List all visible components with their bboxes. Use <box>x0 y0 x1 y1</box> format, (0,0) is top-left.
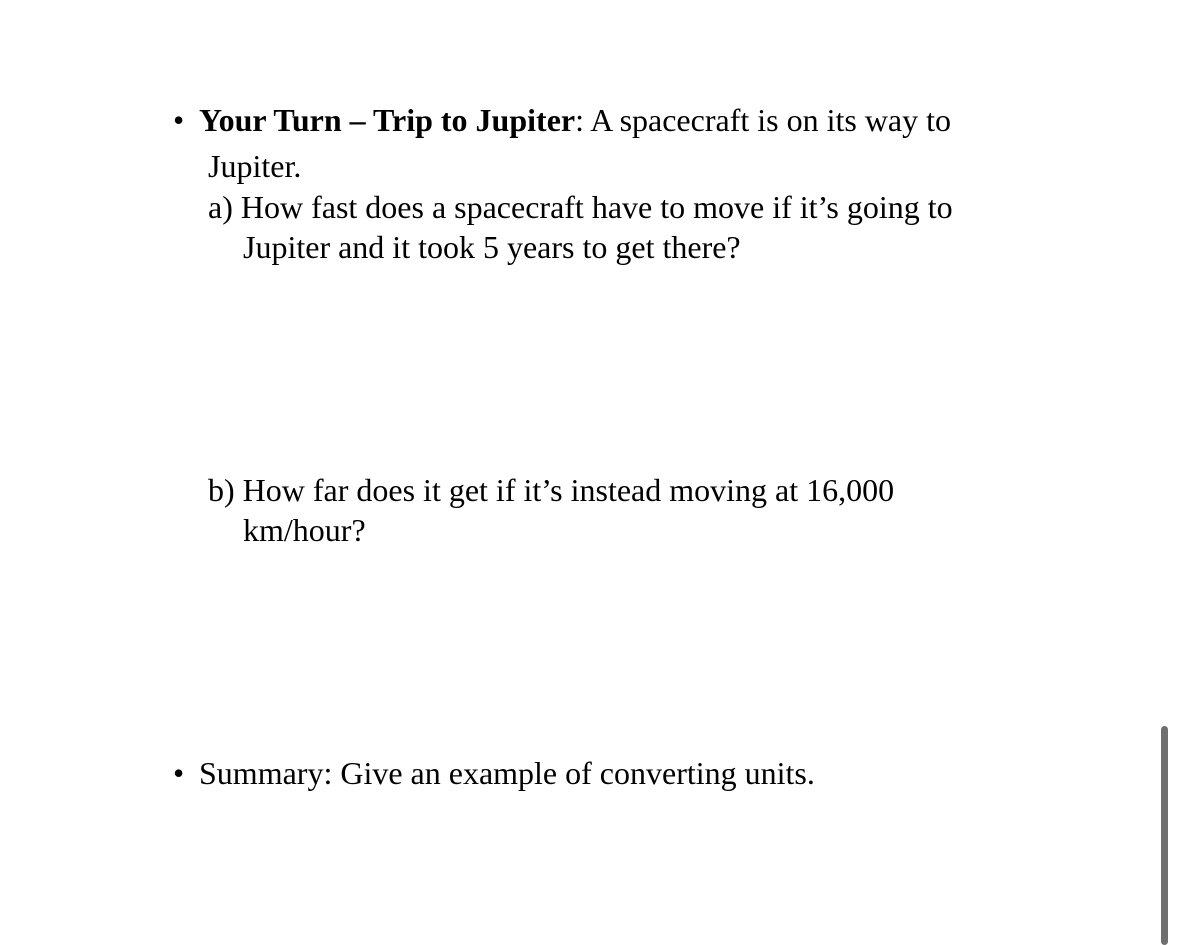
item-trip-to-jupiter-line2: Jupiter. <box>208 148 302 184</box>
item-trip-to-jupiter-line1 <box>199 100 951 140</box>
bullet-item-summary: • <box>173 755 185 791</box>
part-a-line1: a) How fast does a spacecraft have to move if it’s going to <box>208 189 953 225</box>
scrollbar-thumb[interactable] <box>1161 726 1168 945</box>
item-summary: Summary: Give an example of converting units. <box>199 755 815 791</box>
item-title-bold: Your Turn – Trip to Jupiter <box>199 102 576 138</box>
vertical-scrollbar[interactable] <box>1157 726 1171 945</box>
item-title-rest: : A spacecraft is on its way to <box>575 102 952 138</box>
part-b-line2: km/hour? <box>243 512 366 548</box>
bullet-item-trip-to-jupiter: • <box>173 102 185 138</box>
part-b-line1: b) How far does it get if it’s instead moving at 16,000 <box>208 472 895 508</box>
part-a-line2: Jupiter and it took 5 years to get there? <box>243 229 741 265</box>
